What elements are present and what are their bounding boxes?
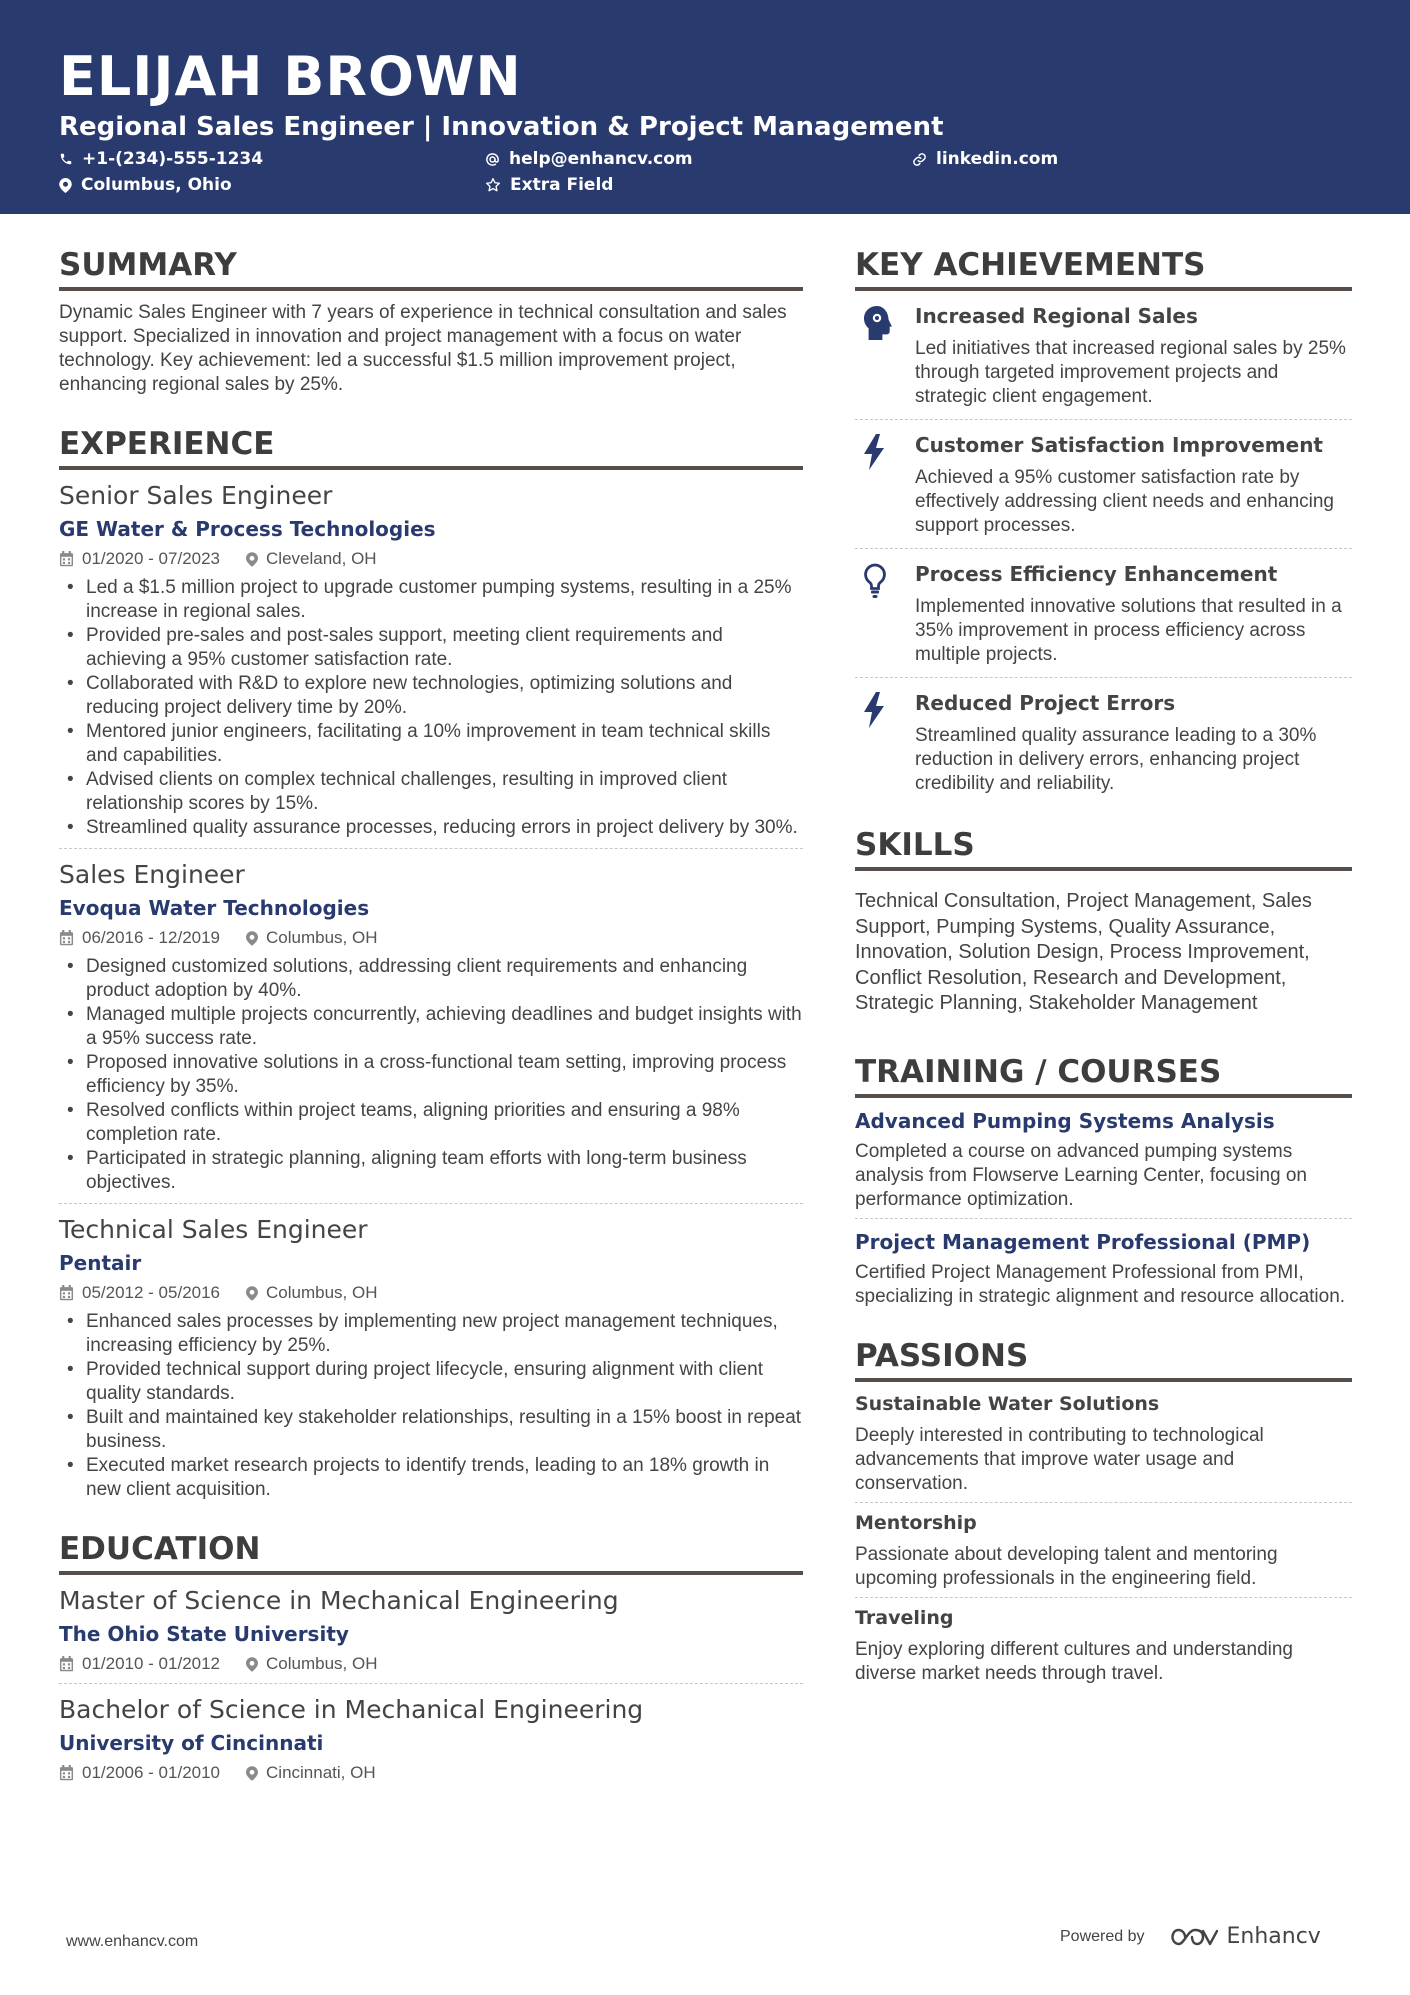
contact-email[interactable] bbox=[485, 148, 693, 170]
at-icon bbox=[485, 152, 500, 167]
contact-phone[interactable] bbox=[59, 148, 263, 170]
extra-text: Extra Field bbox=[510, 175, 614, 195]
location-pin-icon bbox=[246, 1766, 258, 1781]
achievement-item bbox=[855, 291, 1352, 420]
summary-text: Dynamic Sales Engineer with 7 years of experience in technical consultation and sales support. Specialized in innovation and project management with a focus on water technology. Key achievement: led a successful $1.5 million improvement project, enhancing regional sales by 25%. bbox=[59, 302, 787, 395]
experience-entry bbox=[59, 859, 803, 1204]
degree-title: Master of Science in Mechanical Engineering bbox=[59, 1586, 619, 1615]
location-pin-icon bbox=[246, 552, 258, 567]
calendar-icon bbox=[59, 551, 74, 567]
achievement-item bbox=[855, 420, 1352, 549]
course-item bbox=[855, 1098, 1352, 1219]
passion-item bbox=[855, 1503, 1352, 1598]
bullet-item: • Provided technical support during project lifecycle, ensuring alignment with client quality standards. bbox=[59, 1358, 803, 1406]
skills-section bbox=[855, 826, 1352, 1017]
education-section bbox=[59, 1530, 803, 1784]
achievement-text: Implemented innovative solutions that resulted in a 35% improvement in process efficiency across multiple projects. bbox=[915, 596, 1342, 665]
passions-heading: PASSIONS bbox=[855, 1337, 1352, 1382]
linkedin-text: linkedin.com bbox=[936, 149, 1059, 169]
job-location: Columbus, OH bbox=[266, 1283, 378, 1302]
bullet-item: • Mentored junior engineers, facilitating a 10% improvement in team technical skills and capabilities. bbox=[59, 720, 803, 768]
summary-section bbox=[59, 246, 803, 397]
skills-heading: SKILLS bbox=[855, 826, 1352, 871]
bullet-item: • Provided pre-sales and post-sales support, meeting client requirements and achieving a 95% customer satisfaction rate. bbox=[59, 624, 803, 672]
left-column bbox=[59, 246, 803, 1784]
bullet-item: • Designed customized solutions, addressing client requirements and enhancing product adoption by 40%. bbox=[59, 955, 803, 1003]
education-meta bbox=[59, 1762, 803, 1784]
bolt-icon bbox=[855, 690, 915, 796]
achievements-section bbox=[855, 246, 1352, 806]
phone-text: +1-(234)-555-1234 bbox=[82, 149, 264, 169]
powered-by-text: Powered by bbox=[1060, 1927, 1145, 1945]
achievement-item bbox=[855, 549, 1352, 678]
bullet-item: • Built and maintained key stakeholder relationships, resulting in a 15% boost in repeat business. bbox=[59, 1406, 803, 1454]
experience-entry bbox=[59, 480, 803, 849]
job-title: Sales Engineer bbox=[59, 860, 245, 889]
job-meta bbox=[59, 927, 803, 949]
education-dates: 01/2010 - 01/2012 bbox=[82, 1654, 221, 1673]
achievement-title: Increased Regional Sales bbox=[915, 304, 1198, 328]
course-title: Advanced Pumping Systems Analysis bbox=[855, 1108, 1275, 1133]
calendar-icon bbox=[59, 930, 74, 946]
training-section bbox=[855, 1053, 1352, 1309]
experience-heading: EXPERIENCE bbox=[59, 425, 803, 470]
job-title: Senior Sales Engineer bbox=[59, 481, 333, 510]
phone-icon bbox=[59, 152, 73, 166]
course-title: Project Management Professional (PMP) bbox=[855, 1229, 1311, 1254]
course-text: Completed a course on advanced pumping systems analysis from Flowserve Learning Center, focusing on performance optimization. bbox=[855, 1140, 1308, 1210]
bullet-item: • Resolved conflicts within project teams, aligning priorities and ensuring a 98% completion rate. bbox=[59, 1099, 803, 1147]
bullet-item: • Participated in strategic planning, aligning team efforts with long-term business objectives. bbox=[59, 1147, 803, 1195]
passion-title: Sustainable Water Solutions bbox=[855, 1392, 1160, 1415]
bolt-icon bbox=[855, 432, 915, 538]
enhancv-brand-text: Enhancv bbox=[1226, 1924, 1321, 1949]
course-text: Certified Project Management Professional from PMI, specializing in strategic alignment and resource allocation. bbox=[855, 1261, 1346, 1307]
experience-entry bbox=[59, 1214, 803, 1502]
job-meta bbox=[59, 1282, 803, 1304]
calendar-icon bbox=[59, 1656, 74, 1672]
job-location: Columbus, OH bbox=[266, 928, 378, 947]
passion-text: Passionate about developing talent and mentoring upcoming professionals in the engineering field. bbox=[855, 1543, 1278, 1589]
training-heading: TRAINING / COURSES bbox=[855, 1053, 1352, 1098]
achievement-text: Led initiatives that increased regional sales by 25% through targeted improvement projects and strategic client engagement. bbox=[915, 338, 1346, 407]
job-dates: 01/2020 - 07/2023 bbox=[82, 549, 221, 568]
contact-extra bbox=[485, 174, 613, 196]
achievement-title: Customer Satisfaction Improvement bbox=[915, 433, 1323, 457]
skills-text: Technical Consultation, Project Management, Sales Support, Pumping Systems, Quality Assurance, Innovation, Solution Design, Process Improvement, Conflict Resolution, Research and Development, Strategic Planning, Stakeholder Management bbox=[855, 890, 1312, 1014]
passion-item bbox=[855, 1598, 1352, 1686]
footer-website[interactable]: www.enhancv.com bbox=[66, 1933, 199, 1950]
education-dates: 01/2006 - 01/2010 bbox=[82, 1763, 221, 1782]
education-entry bbox=[59, 1585, 803, 1684]
bullet-item: • Executed market research projects to identify trends, leading to an 18% growth in new client acquisition. bbox=[59, 1454, 803, 1502]
company-name: Pentair bbox=[59, 1251, 142, 1275]
passion-text: Deeply interested in contributing to technological advancements that improve water usage and conservation. bbox=[855, 1424, 1264, 1494]
school-name: The Ohio State University bbox=[59, 1622, 349, 1646]
education-location: Cincinnati, OH bbox=[266, 1763, 376, 1782]
contact-location bbox=[59, 174, 232, 196]
job-location: Cleveland, OH bbox=[266, 549, 377, 568]
head-icon bbox=[855, 303, 915, 409]
achievement-title: Reduced Project Errors bbox=[915, 691, 1176, 715]
location-pin-icon bbox=[246, 931, 258, 946]
job-bullets bbox=[59, 576, 803, 840]
calendar-icon bbox=[59, 1285, 74, 1301]
education-entry bbox=[59, 1694, 803, 1784]
bullet-item: • Proposed innovative solutions in a cross-functional team setting, improving process efficiency by 35%. bbox=[59, 1051, 803, 1099]
achievement-item bbox=[855, 678, 1352, 806]
passion-text: Enjoy exploring different cultures and understanding diverse market needs through travel. bbox=[855, 1638, 1293, 1684]
degree-title: Bachelor of Science in Mechanical Engineering bbox=[59, 1695, 644, 1724]
job-meta bbox=[59, 548, 803, 570]
education-location: Columbus, OH bbox=[266, 1654, 378, 1673]
summary-heading: SUMMARY bbox=[59, 246, 803, 291]
contact-info bbox=[59, 148, 1410, 208]
education-heading: EDUCATION bbox=[59, 1530, 803, 1575]
link-icon bbox=[912, 152, 927, 167]
school-name: University of Cincinnati bbox=[59, 1731, 324, 1755]
passion-item bbox=[855, 1382, 1352, 1503]
footer-branding[interactable] bbox=[1060, 1924, 1321, 1949]
passions-section bbox=[855, 1337, 1352, 1686]
email-text: help@enhancv.com bbox=[509, 149, 693, 169]
location-text: Columbus, Ohio bbox=[81, 175, 232, 195]
job-dates: 05/2012 - 05/2016 bbox=[82, 1283, 221, 1302]
education-meta bbox=[59, 1653, 803, 1675]
right-column bbox=[855, 246, 1352, 1686]
calendar-icon bbox=[59, 1765, 74, 1781]
course-item bbox=[855, 1219, 1352, 1309]
job-bullets bbox=[59, 955, 803, 1195]
passion-title: Traveling bbox=[855, 1606, 954, 1629]
location-pin-icon bbox=[246, 1657, 258, 1672]
bullet-item: • Collaborated with R&D to explore new technologies, optimizing solutions and reducing project delivery time by 20%. bbox=[59, 672, 803, 720]
job-dates: 06/2016 - 12/2019 bbox=[82, 928, 221, 947]
job-title: Technical Sales Engineer bbox=[59, 1215, 368, 1244]
bullet-item: • Led a $1.5 million project to upgrade customer pumping systems, resulting in a 25% increase in regional sales. bbox=[59, 576, 803, 624]
candidate-headline: Regional Sales Engineer | Innovation & Project Management bbox=[59, 112, 944, 142]
location-pin-icon bbox=[59, 178, 72, 193]
enhancv-logo-icon bbox=[1171, 1925, 1219, 1949]
achievements-heading: KEY ACHIEVEMENTS bbox=[855, 246, 1352, 291]
achievement-text: Streamlined quality assurance leading to a 30% reduction in delivery errors, enhancing project credibility and reliability. bbox=[915, 725, 1317, 794]
contact-linkedin[interactable] bbox=[912, 148, 1058, 170]
experience-section bbox=[59, 425, 803, 1502]
candidate-name: ELIJAH BROWN bbox=[59, 45, 522, 108]
star-icon bbox=[485, 177, 501, 193]
bullet-item: • Advised clients on complex technical challenges, resulting in improved client relationship scores by 15%. bbox=[59, 768, 803, 816]
bullet-item: • Managed multiple projects concurrently, achieving deadlines and budget insights with a 95% success rate. bbox=[59, 1003, 803, 1051]
company-name: Evoqua Water Technologies bbox=[59, 896, 370, 920]
job-bullets bbox=[59, 1310, 803, 1502]
lightbulb-icon bbox=[855, 561, 915, 667]
company-name: GE Water & Process Technologies bbox=[59, 517, 436, 541]
achievement-title: Process Efficiency Enhancement bbox=[915, 562, 1278, 586]
resume-header bbox=[0, 0, 1410, 214]
bullet-item: • Enhanced sales processes by implementing new project management techniques, increasing efficiency by 25%. bbox=[59, 1310, 803, 1358]
achievement-text: Achieved a 95% customer satisfaction rate by effectively addressing client needs and enhancing support processes. bbox=[915, 467, 1334, 536]
location-pin-icon bbox=[246, 1286, 258, 1301]
bullet-item: • Streamlined quality assurance processes, reducing errors in project delivery by 30%. bbox=[59, 816, 803, 840]
passion-title: Mentorship bbox=[855, 1511, 977, 1534]
